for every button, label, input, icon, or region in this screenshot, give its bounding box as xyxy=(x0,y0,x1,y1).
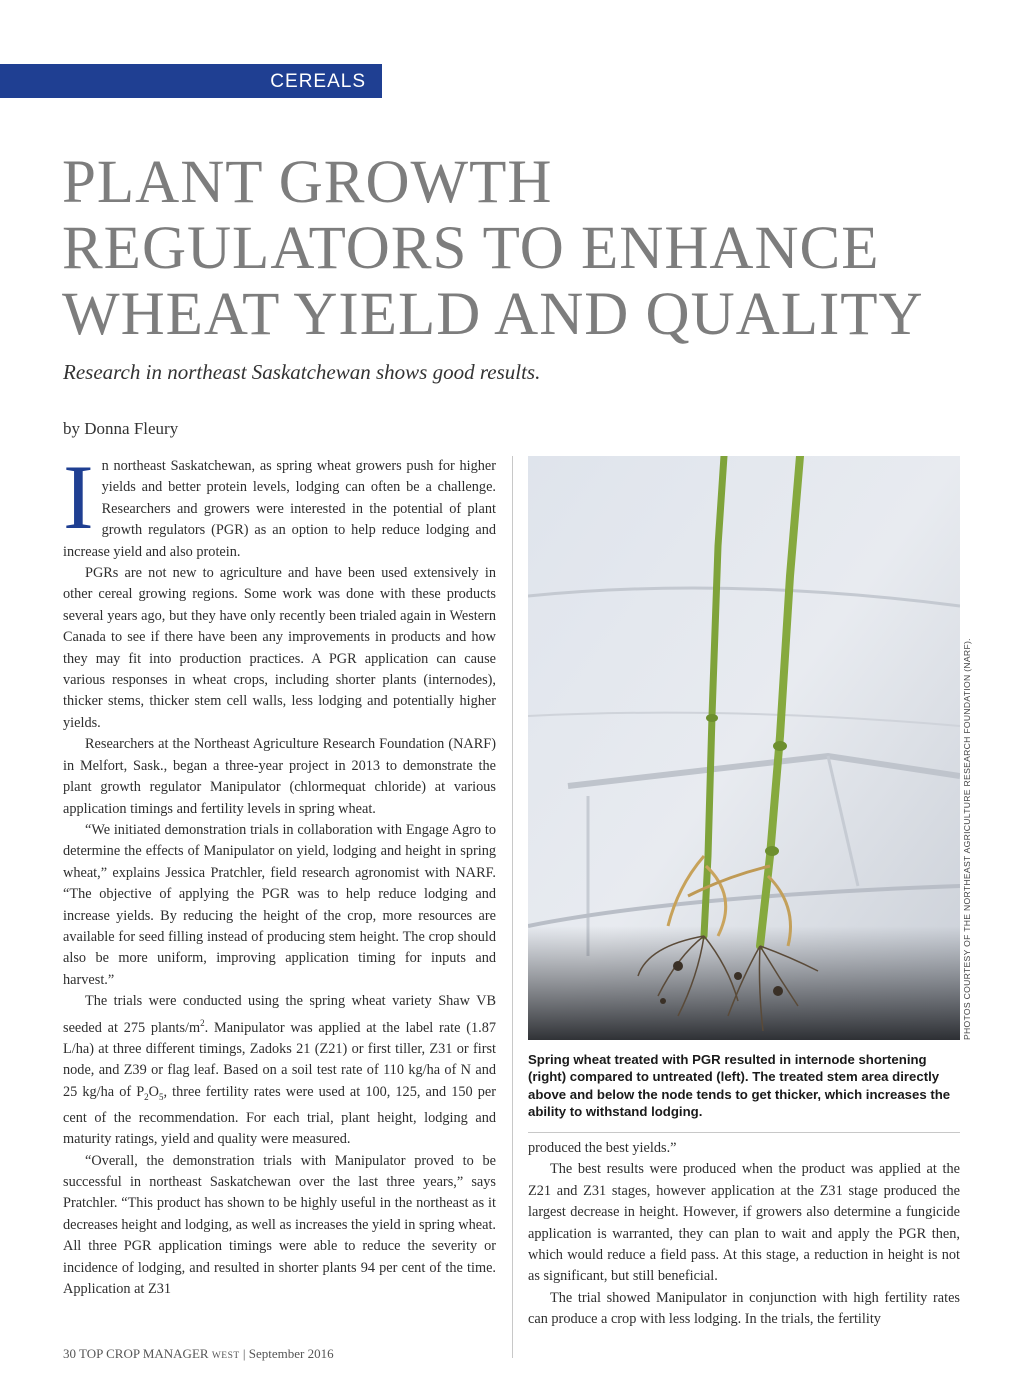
body-paragraph-3: Researchers at the Northeast Agriculture Research Foundation (NARF) in Melfort, Sask., began a three-year project in 2013 to demonstrate the plant growth regulator Manipulator (chlormequat chloride) at various application timings and fertility levels in spring wheat. xyxy=(63,736,496,817)
magazine-name: TOP CROP MANAGER xyxy=(79,1346,209,1361)
body-paragraph-9: The trial showed Manipulator in conjunction with high fertility rates can produce a crop with less lodging. In the trials, the fertility xyxy=(528,1289,960,1328)
body-paragraph-6: “Overall, the demonstration trials with Manipulator proved to be successful in northeast Saskatchewan over the last three years,” says Pratchler. “This product has shown to be highly useful in the northeast as it decreases height and lodging, as well as increases the yield in spring wheat. All three PGR application timings were able to reduce the severity or incidence of lodging, and resulted in shorter plants 94 per cent of the time. Application at Z31 xyxy=(63,1152,496,1298)
body-column-left xyxy=(63,446,496,1300)
title-line-2: REGULATORS TO ENHANCE xyxy=(62,215,880,282)
issue-date: September 2016 xyxy=(248,1346,334,1361)
body-paragraph-4: “We initiated demonstration trials in collaboration with Engage Agro to determine the effects of Manipulator on yield, lodging and height in spring wheat,” explains Jessica Pratchler, field research agronomist with NARF. “The objective of applying the PGR was to help reduce lodging and increase yields. By reducing the height of the crop, more resources are available for seed filling instead of producing stem height. The crop should also be more uniform, improving application timing for inputs and harvest.” xyxy=(63,821,496,988)
title-line-3: WHEAT YIELD AND QUALITY xyxy=(62,281,924,348)
article-subtitle: Research in northeast Saskatchewan shows good results. xyxy=(63,360,541,384)
photo-credit: PHOTOS COURTESY OF THE NORTHEAST AGRICULTURE RESEARCH FOUNDATION (NARF). xyxy=(962,638,972,1040)
column-divider xyxy=(512,456,513,1358)
body-paragraph-8: The best results were produced when the product was applied at the Z21 and Z31 stages, however application at the Z31 stage produced the largest decrease in height. However, if growers also determine a fungicide application is warranted, they can plan to wait and apply the PGR then, which would reduce a field pass. At this stage, a reduction in height is not as significant, but still beneficial. xyxy=(528,1161,960,1285)
body-paragraph-2: PGRs are not new to agriculture and have been used extensively in other cereal growing regions. Some work was done with these products several years ago, but they have only recently been trialed again in Western Canada to see if there have been any improvements in products and how they may fit into production practices. A PGR application can cause various responses in wheat crops, including shorter plants (internodes), thicker stems, thicker stem cell walls, less lodging and potentially higher yields. xyxy=(63,565,496,731)
drop-cap: I xyxy=(63,446,94,548)
body-column-right xyxy=(528,1138,960,1331)
section-label: CEREALS xyxy=(0,64,382,98)
article-title xyxy=(62,150,992,348)
body-paragraph-7: produced the best yields.” xyxy=(528,1140,677,1156)
body-paragraph-5: The trials were conducted using the spring wheat variety Shaw VB seeded at 275 plants/$m^2$. Manipulator was applied at the label rate (1.87 L/ha) at three different timings, Zadoks 21 (Z21) or first tiller, Z31 or first node, and Z39 or flag leaf. Based on a soil test rate of 110 kg/ha of N and 25 kg/ha of $P_2O_5$, three fertility rates were used at 100, 125, and 150 per cent of the recommendation. For each trial, plant height, lodging and maturity ratings, yield and quality were measured. xyxy=(63,993,496,1148)
caption-divider xyxy=(528,1132,960,1133)
footer-separator: | xyxy=(242,1346,246,1361)
photo-caption: Spring wheat treated with PGR resulted in internode shortening (right) compared to untreated (left). The treated stem area directly above and below the node tends to get thicker, which increases the ability to withstand lodging. xyxy=(528,1052,951,1120)
page-footer xyxy=(63,1346,334,1362)
body-paragraph-1: In northeast Saskatchewan, as spring wheat growers push for higher yields and better protein levels, lodging can often be a challenge. Researchers and growers were interested in the potential of plant growth regulators (PGR) as an option to help reduce lodging and increase yield and also protein. xyxy=(63,446,496,560)
author-byline: by Donna Fleury xyxy=(63,419,179,438)
wheat-stems-photo xyxy=(528,456,960,1040)
magazine-edition: WEST xyxy=(211,1351,240,1361)
page-number: 30 xyxy=(63,1346,76,1361)
title-line-1: PLANT GROWTH xyxy=(62,149,553,216)
